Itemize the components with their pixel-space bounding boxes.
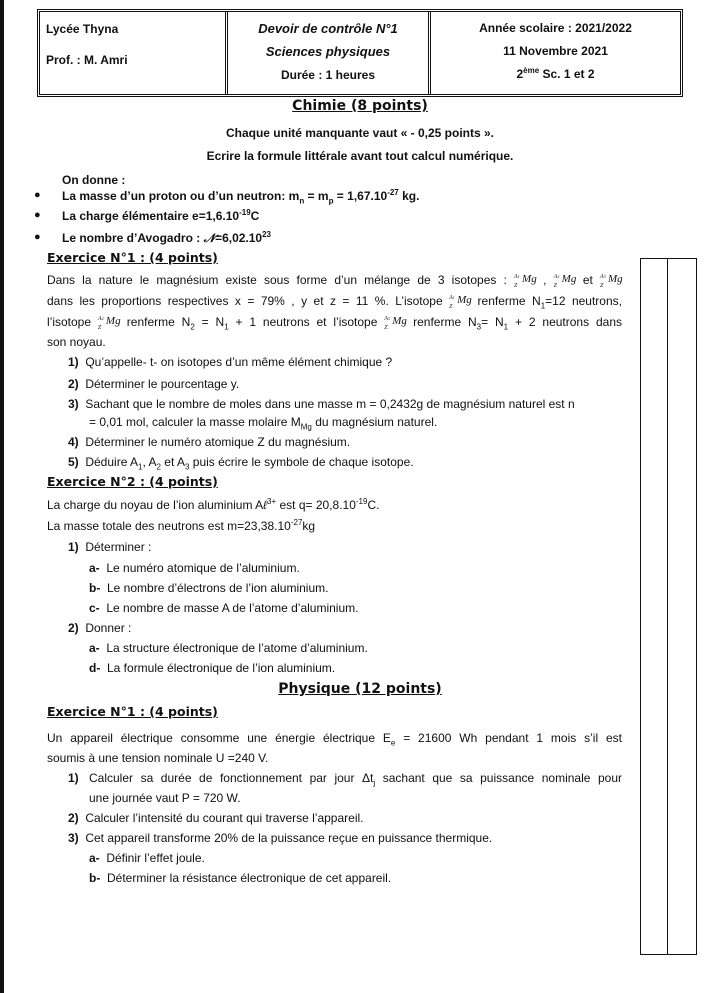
text-segment: Z bbox=[553, 283, 558, 289]
note-units: Chaque unité manquante vaut « - 0,25 points ». bbox=[225, 126, 495, 140]
text-segment: La masse d’un proton ou d’un neutron: m bbox=[62, 189, 300, 203]
question-5 bbox=[68, 454, 414, 470]
text-segment: 1) bbox=[68, 771, 79, 785]
on-donne: On donne : bbox=[62, 173, 126, 187]
text-segment: du magnésium naturel. bbox=[311, 415, 438, 429]
ex2-question-2 bbox=[68, 620, 131, 636]
text-segment: Donner : bbox=[85, 621, 132, 635]
text-segment: A bbox=[514, 274, 518, 280]
text-segment: et A bbox=[160, 455, 185, 469]
text-segment: -27 bbox=[387, 188, 399, 197]
text-segment: =12 neutrons, bbox=[545, 294, 622, 308]
text-segment: 3 bbox=[603, 274, 606, 279]
exam-date: 11 Novembre 2021 bbox=[503, 44, 608, 58]
given-mass bbox=[62, 188, 419, 204]
text-segment: renferme N bbox=[471, 294, 541, 308]
text-segment: 5) bbox=[68, 455, 79, 469]
text-segment: 3 bbox=[185, 462, 190, 472]
exam-duration: Durée : 1 heures bbox=[280, 68, 376, 82]
text-segment: A bbox=[384, 316, 388, 322]
text-segment: + 2 neutrons dans bbox=[508, 315, 622, 329]
text-segment: A bbox=[600, 274, 604, 280]
text-segment: 2) bbox=[68, 811, 79, 825]
text-segment: Mg bbox=[105, 315, 121, 327]
text-segment: Z bbox=[97, 325, 102, 331]
text-segment bbox=[89, 770, 622, 786]
text-segment: renferme N bbox=[406, 315, 477, 329]
text-segment: Calculer sa durée de fonctionnement par jour Δt bbox=[89, 771, 374, 785]
grading-margin-box bbox=[640, 258, 697, 955]
text-segment: Déduire A bbox=[85, 455, 139, 469]
text-segment: La structure électronique de l’atome d’aluminium. bbox=[106, 641, 368, 655]
text-segment: A bbox=[553, 274, 558, 280]
note-formula: Ecrire la formule littérale avant tout calcul numérique. bbox=[206, 149, 514, 163]
text-segment: 23 bbox=[262, 230, 272, 239]
text-segment: e bbox=[390, 738, 396, 748]
ex2-charge-line bbox=[47, 497, 379, 513]
text-segment: 3 bbox=[476, 322, 482, 332]
phys-question-3a bbox=[89, 850, 205, 866]
text-segment: kg. bbox=[398, 189, 420, 203]
ex2-question-2a bbox=[89, 640, 368, 656]
text-segment: 1 bbox=[540, 301, 546, 311]
text-segment: puis écrire le symbole de chaque isotope. bbox=[189, 455, 414, 469]
text-segment: 1 bbox=[517, 274, 520, 279]
text-segment: 1 bbox=[452, 295, 455, 300]
header-exam-cell bbox=[228, 12, 431, 94]
school-name: Lycée Thyna bbox=[46, 22, 119, 36]
text-segment: C. bbox=[367, 498, 380, 512]
text-segment bbox=[97, 314, 121, 331]
text-segment: renferme N bbox=[119, 315, 191, 329]
phys-question-1 bbox=[68, 770, 622, 786]
text-segment: sachant que sa puissance nominale pour bbox=[375, 771, 622, 785]
text-segment bbox=[384, 314, 407, 331]
exam-title: Devoir de contrôle N°1 bbox=[258, 21, 398, 36]
text-segment: = 1,67.10 bbox=[333, 189, 388, 203]
text-segment: = N bbox=[194, 315, 225, 329]
text-segment: = N bbox=[481, 315, 504, 329]
text-segment: La charge du noyau de l’ion aluminium A bbox=[47, 498, 264, 512]
phys-paragraph-line bbox=[47, 730, 622, 746]
text-segment: b- bbox=[89, 871, 101, 885]
text-segment: Le nombre d’électrons de l’ion aluminium. bbox=[107, 581, 329, 595]
text-segment: Définir l’effet joule. bbox=[106, 851, 205, 865]
text-segment: Déterminer la résistance électronique de cet appareil. bbox=[107, 871, 392, 885]
text-segment: b- bbox=[89, 581, 101, 595]
question-4 bbox=[68, 434, 350, 450]
text-segment: a- bbox=[89, 851, 100, 865]
class-name bbox=[431, 67, 680, 90]
text-segment: j bbox=[373, 778, 376, 788]
text-segment: 2) bbox=[68, 621, 79, 635]
text-segment: Le nombre d’Avogadro : bbox=[62, 231, 204, 245]
text-segment: Mg bbox=[608, 273, 623, 285]
text-segment: 3) bbox=[68, 831, 79, 845]
ex1-paragraph-line: son noyau. bbox=[47, 335, 106, 349]
phys-question-3b bbox=[89, 870, 391, 886]
text-segment: =6,02.10 bbox=[215, 231, 263, 245]
text-segment: 1 bbox=[503, 322, 509, 332]
phys-question-1-cont: une journée vaut P = 720 W. bbox=[89, 791, 241, 805]
text-segment: 4) bbox=[68, 435, 79, 449]
header-school-cell bbox=[40, 12, 228, 94]
text-segment: Dans la nature le magnésium existe sous forme d’un mélange de 3 isotopes : bbox=[47, 273, 515, 287]
class-sup: ème bbox=[523, 66, 540, 75]
text-segment: Mg bbox=[392, 315, 407, 327]
text-segment: = m bbox=[304, 189, 329, 203]
text-segment: dans les proportions respectives x = 79% , y et z = 11 %. L’isotope bbox=[47, 294, 450, 308]
class-num: 2 bbox=[516, 67, 524, 81]
header-date-cell bbox=[431, 12, 680, 94]
exercise-1-title: Exercice N°1 : (4 points) bbox=[47, 250, 218, 265]
text-segment: l’isotope bbox=[47, 315, 98, 329]
text-segment: 1 bbox=[224, 322, 229, 332]
text-segment: et bbox=[575, 273, 600, 287]
ex2-mass-line bbox=[47, 518, 315, 534]
text-segment: a- bbox=[89, 641, 100, 655]
school-year: Année scolaire : 2021/2022 bbox=[479, 21, 632, 35]
text-segment: Déterminer le pourcentage y. bbox=[85, 377, 240, 391]
text-segment: ℓ bbox=[263, 498, 268, 512]
ex2-question-2d bbox=[89, 660, 335, 676]
text-segment: Mg bbox=[457, 294, 472, 306]
text-segment: La charge élémentaire e=1,6.10 bbox=[62, 209, 240, 223]
ex1-paragraph-line bbox=[47, 272, 622, 288]
text-segment: 1) bbox=[68, 540, 79, 554]
text-segment: -27 bbox=[290, 518, 303, 527]
text-segment: 3) bbox=[68, 397, 79, 411]
given-avogadro bbox=[62, 230, 271, 246]
text-segment: = 0,01 mol, calculer la masse molaire M bbox=[89, 415, 301, 429]
ex2-question-1a bbox=[89, 560, 300, 576]
text-segment: n bbox=[299, 196, 305, 206]
text-segment: 2 bbox=[156, 462, 161, 472]
text-segment: c- bbox=[89, 601, 100, 615]
text-segment: kg bbox=[302, 519, 316, 533]
phys-question-2 bbox=[68, 810, 364, 826]
isotope-3 bbox=[600, 272, 623, 289]
question-2 bbox=[68, 376, 239, 392]
text-segment: A bbox=[449, 295, 453, 301]
text-segment: 3+ bbox=[267, 497, 277, 506]
text-segment: Z bbox=[384, 325, 388, 331]
text-segment: 𝒩 bbox=[203, 231, 216, 245]
text-segment: p bbox=[328, 196, 334, 206]
question-1 bbox=[68, 354, 392, 370]
text-segment: 2 bbox=[557, 274, 560, 279]
header-table bbox=[37, 9, 683, 97]
grading-divider bbox=[667, 259, 668, 954]
text-segment: -19 bbox=[239, 208, 251, 217]
text-segment: Déterminer : bbox=[85, 540, 152, 554]
text-segment: Déterminer le numéro atomique Z du magnésium. bbox=[85, 435, 351, 449]
given-charge bbox=[62, 208, 259, 224]
text-segment: Sachant que le nombre de moles dans une masse m = 0,2432g de magnésium naturel est n bbox=[85, 397, 575, 411]
ex1-paragraph-line bbox=[47, 314, 622, 330]
text-segment: Mg bbox=[561, 273, 577, 285]
bullet-icon: ● bbox=[34, 189, 41, 201]
isotope-1 bbox=[514, 272, 537, 289]
exam-subject: Sciences physiques bbox=[265, 44, 391, 59]
text-segment: Mg bbox=[300, 422, 312, 432]
text-segment: = 21600 Wh pendant 1 mois s’il est bbox=[395, 731, 622, 745]
bullet-icon: ● bbox=[34, 209, 41, 221]
text-segment: 1) bbox=[68, 355, 79, 369]
ex1-paragraph-line bbox=[47, 293, 622, 309]
text-segment: + 1 neutrons et l’isotope bbox=[228, 315, 385, 329]
text-segment: Qu’appelle- t- on isotopes d’un même élément chimique ? bbox=[85, 355, 393, 369]
ex2-question-1c bbox=[89, 600, 358, 616]
text-segment: d- bbox=[89, 661, 101, 675]
text-segment: est q= 20,8.10 bbox=[276, 498, 356, 512]
text-segment: a- bbox=[89, 561, 100, 575]
text-segment: Calculer l’intensité du courant qui traverse l’appareil. bbox=[85, 811, 364, 825]
text-segment: -19 bbox=[355, 497, 368, 506]
text-segment: La masse totale des neutrons est m=23,38.10 bbox=[47, 519, 291, 533]
isotope-2 bbox=[553, 272, 577, 289]
ex2-question-1 bbox=[68, 539, 151, 555]
phys-question-3 bbox=[68, 830, 492, 846]
class-rest: Sc. 1 et 2 bbox=[539, 67, 595, 81]
text-segment: La formule électronique de l’ion aluminium. bbox=[107, 661, 336, 675]
physique-exercise-1-title: Exercice N°1 : (4 points) bbox=[47, 704, 218, 719]
text-segment: 1 bbox=[138, 462, 143, 472]
question-3 bbox=[68, 396, 575, 412]
text-segment: Le numéro atomique de l’aluminium. bbox=[106, 561, 300, 575]
text-segment: Z bbox=[514, 283, 518, 289]
text-segment: 2 bbox=[190, 322, 195, 332]
text-segment: , A bbox=[142, 455, 157, 469]
ex2-question-1b bbox=[89, 580, 328, 596]
phys-paragraph-line: soumis à une tension nominale U =240 V. bbox=[47, 751, 269, 765]
text-segment: Cet appareil transforme 20% de la puissance reçue en puissance thermique. bbox=[85, 831, 493, 845]
text-segment: Z bbox=[600, 283, 604, 289]
text-segment: 3 bbox=[387, 316, 390, 321]
text-segment bbox=[449, 293, 472, 310]
text-segment: Un appareil électrique consomme une énergie électrique E bbox=[47, 731, 391, 745]
text-segment: A bbox=[97, 316, 102, 322]
exercise-2-title: Exercice N°2 : (4 points) bbox=[47, 474, 218, 489]
text-segment: , bbox=[536, 273, 554, 287]
chimie-title: Chimie (8 points) bbox=[292, 98, 428, 114]
text-segment: 2) bbox=[68, 377, 79, 391]
bullet-icon: ● bbox=[34, 231, 41, 243]
text-segment: 2 bbox=[101, 316, 104, 321]
teacher-name: Prof. : M. Amri bbox=[46, 53, 128, 67]
question-3-cont bbox=[89, 414, 437, 430]
physique-title: Physique (12 points) bbox=[278, 681, 442, 697]
text-segment: Mg bbox=[522, 273, 537, 285]
text-segment: Le nombre de masse A de l’atome d’aluminium. bbox=[106, 601, 359, 615]
text-segment: Z bbox=[449, 304, 453, 310]
text-segment: C bbox=[250, 209, 260, 223]
